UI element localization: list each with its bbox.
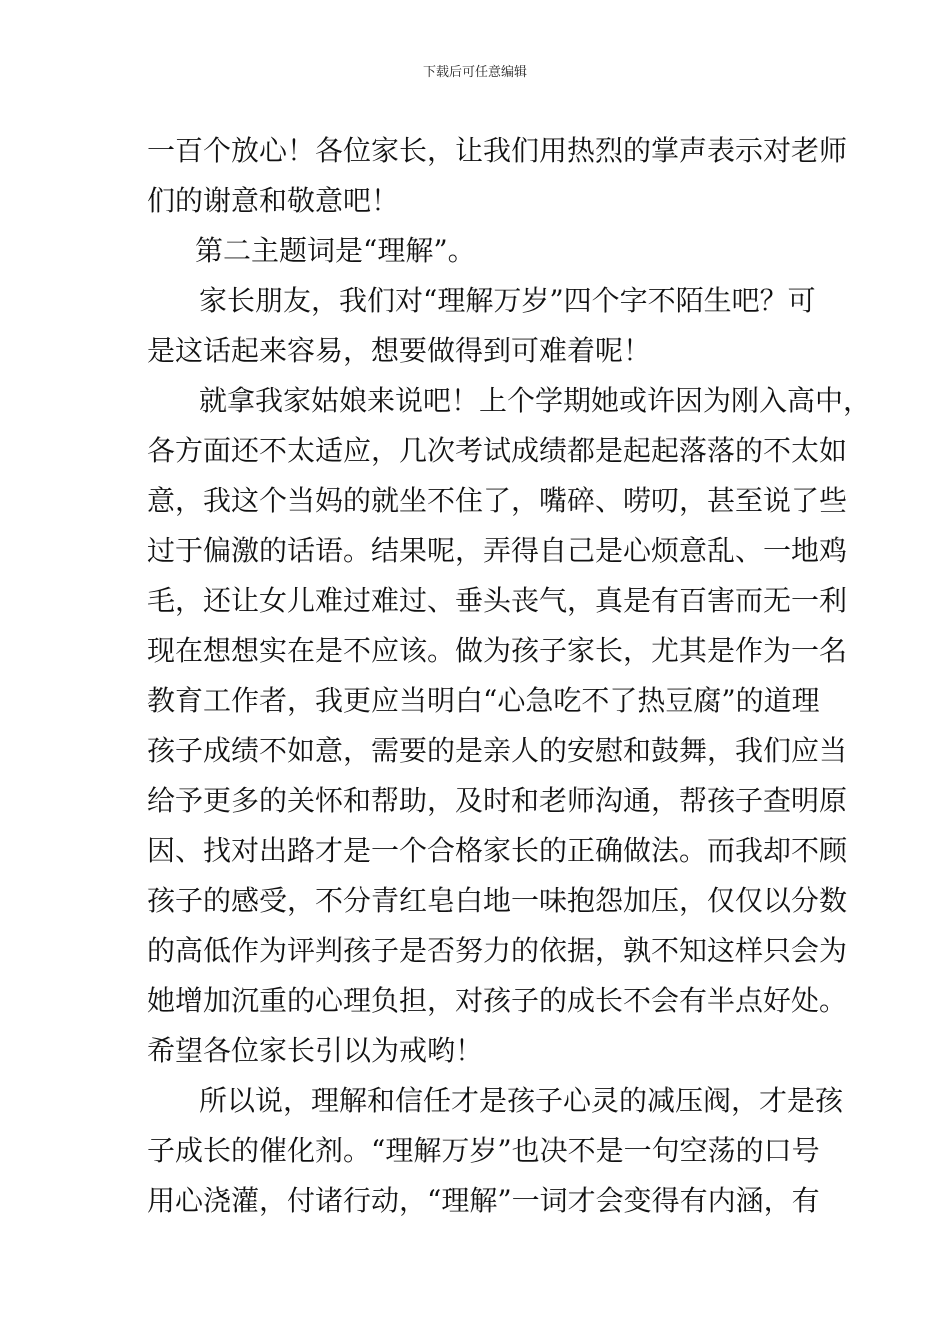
text-line: 毛，还让女儿难过难过、垂头丧气，真是有百害而无一利 bbox=[147, 584, 848, 617]
text-line: 家长朋友，我们对“理解万岁”四个字不陌生吧？可 bbox=[199, 284, 816, 317]
text-line: 她增加沉重的心理负担，对孩子的成长不会有半点好处。 bbox=[147, 984, 848, 1017]
text-line: 因、找对出路才是一个合格家长的正确做法。而我却不顾 bbox=[147, 834, 848, 867]
text-line: 各方面还不太适应，几次考试成绩都是起起落落的不太如 bbox=[147, 434, 848, 467]
page-header: 下载后可任意编辑 bbox=[422, 65, 527, 80]
text-line: 孩子的感受，不分青红皂白地一味抱怨加压，仅仅以分数 bbox=[147, 884, 848, 917]
document-body bbox=[147, 126, 872, 1226]
text-line: 希望各位家长引以为戒哟！ bbox=[147, 1034, 484, 1067]
text-line: 意，我这个当妈的就坐不住了，嘴碎、唠叨，甚至说了些 bbox=[147, 484, 848, 517]
text-line: 过于偏激的话语。结果呢，弄得自己是心烦意乱、一地鸡 bbox=[147, 534, 848, 567]
text-line: 孩子成绩不如意，需要的是亲人的安慰和鼓舞，我们应当 bbox=[147, 734, 848, 767]
text-line: 子成长的催化剂。“理解万岁”也决不是一句空荡的口号 bbox=[147, 1134, 820, 1167]
text-line: 教育工作者，我更应当明白“心急吃不了热豆腐”的道理 bbox=[147, 684, 820, 717]
text-line: 所以说，理解和信任才是孩子心灵的减压阀，才是孩 bbox=[199, 1084, 844, 1117]
text-line: 们的谢意和敬意吧！ bbox=[147, 184, 400, 217]
text-line: 就拿我家姑娘来说吧！上个学期她或许因为刚入高中， bbox=[199, 384, 872, 417]
text-line: 第二主题词是“理解”。 bbox=[195, 234, 476, 267]
text-line: 用心浇灌，付诸行动，“理解”一词才会变得有内涵，有 bbox=[147, 1184, 820, 1217]
text-line: 给予更多的关怀和帮助，及时和老师沟通，帮孩子查明原 bbox=[147, 784, 848, 817]
text-line: 现在想想实在是不应该。做为孩子家长，尤其是作为一名 bbox=[147, 634, 848, 667]
text-line: 是这话起来容易，想要做得到可难着呢！ bbox=[147, 334, 652, 367]
text-line: 的高低作为评判孩子是否努力的依据，孰不知这样只会为 bbox=[147, 934, 848, 967]
text-line: 一百个放心！各位家长，让我们用热烈的掌声表示对老师 bbox=[147, 134, 848, 167]
